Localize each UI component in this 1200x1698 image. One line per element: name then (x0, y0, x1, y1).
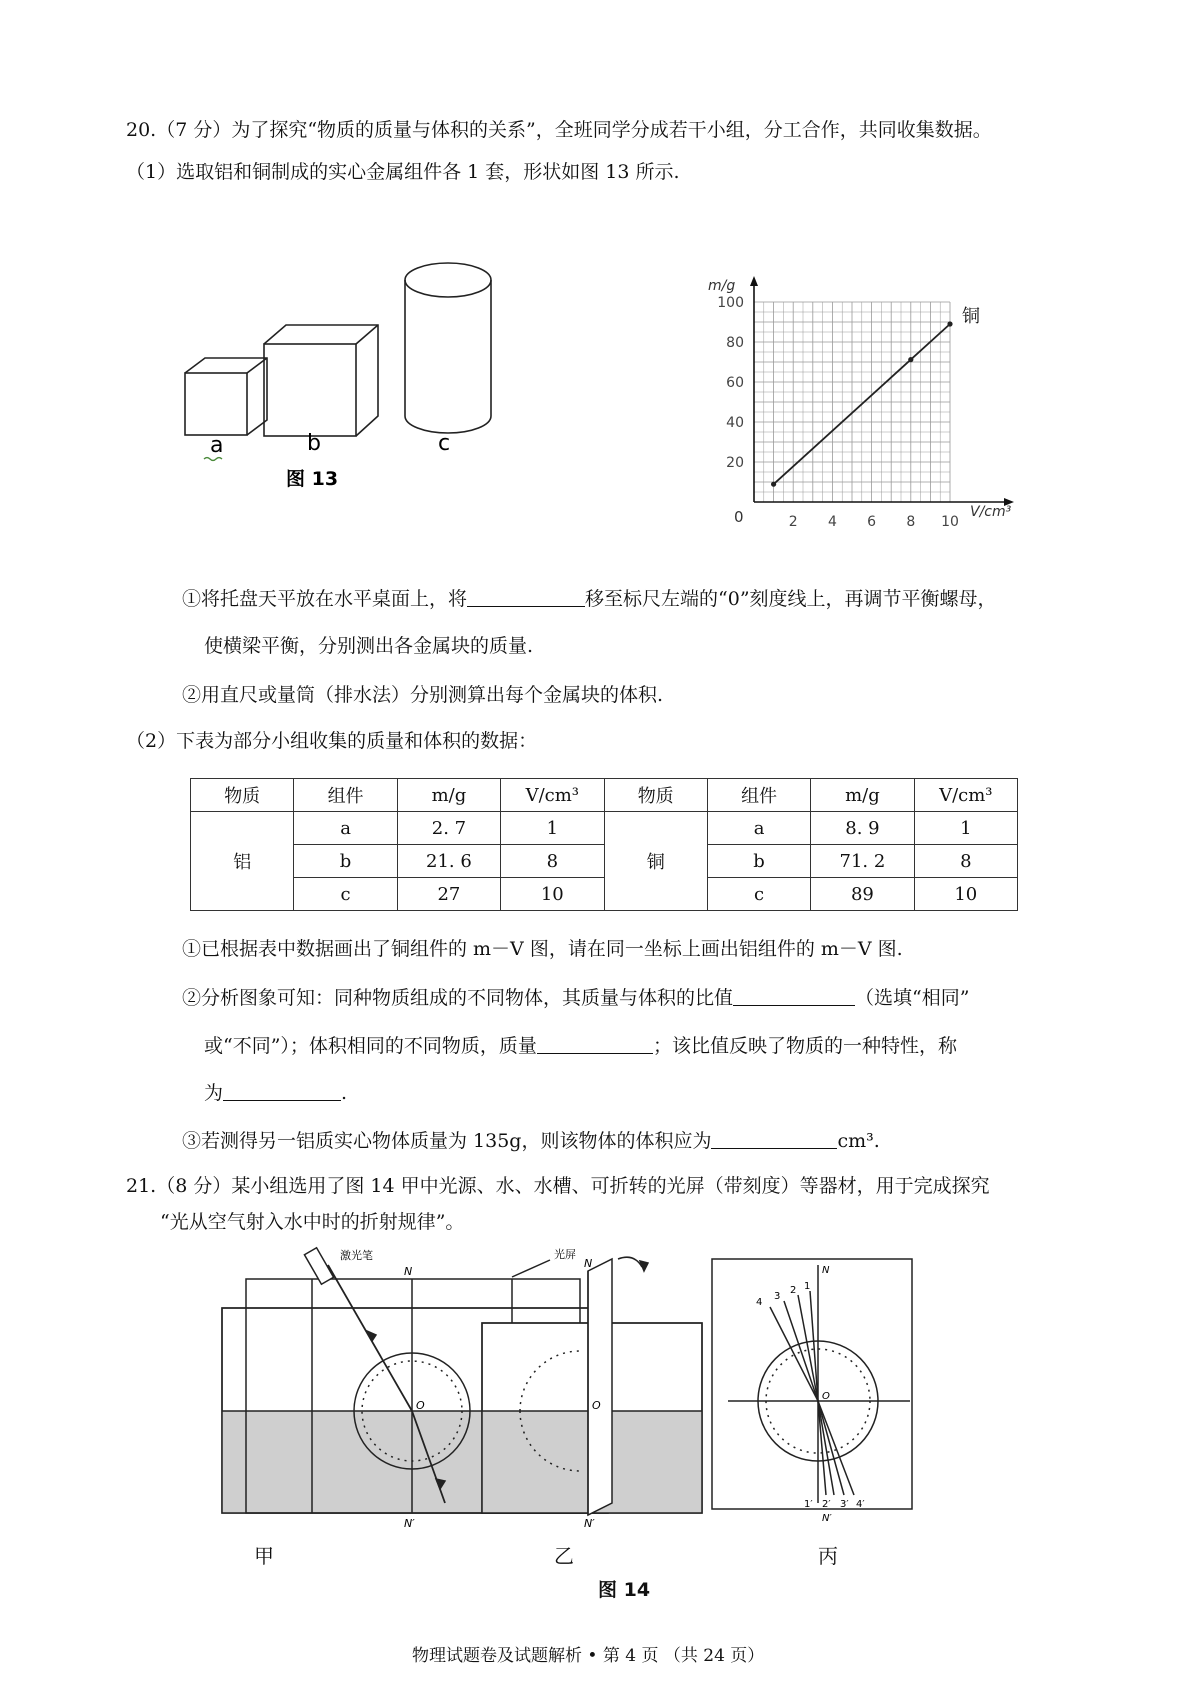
th-mass-2: m/g (811, 779, 914, 812)
x-tick-label: 4 (827, 514, 837, 530)
cylinder-c-top (405, 263, 491, 297)
y-axis-label: m/g (708, 278, 736, 294)
cell: 27 (397, 878, 500, 911)
sub2-line3 (204, 1078, 347, 1107)
cell: a (707, 812, 810, 845)
sub2-text-d: ；该比值反映了物质的一种特性，称 (652, 1035, 957, 1057)
label-N-bing: N (822, 1265, 830, 1276)
x-tick-label: 10 (941, 514, 959, 530)
th-substance-1: 物质 (191, 779, 294, 812)
cell-cu: 铜 (604, 812, 707, 911)
origin-label: 0 (734, 508, 744, 526)
cell: 8. 9 (811, 812, 914, 845)
sub3-text-a: ③若测得另一铝质实心物体质量为 135g，则该物体的体积应为 (182, 1130, 712, 1152)
data-table (190, 778, 1018, 911)
data-point (947, 321, 952, 326)
fig14-bing (712, 1259, 912, 1509)
step1-text-a: ①将托盘天平放在水平桌面上，将 (182, 588, 468, 610)
x-axis-label: V/cm³ (970, 504, 1012, 520)
q21-header-line2: “光从空气射入水中时的折射规律”。 (160, 1211, 465, 1233)
cell: 10 (501, 878, 604, 911)
q21-header-line1: 21.（8 分）某小组选用了图 14 甲中光源、水、水槽、可折转的光屏（带刻度）等器材，用于完成探究 (126, 1175, 990, 1197)
label-c: c (438, 431, 451, 456)
label-a: a (210, 433, 224, 458)
label-O-jia: O (416, 1399, 425, 1412)
sub3-text-b: cm³. (837, 1130, 880, 1152)
x-tick-label: 2 (788, 514, 798, 530)
th-mass-1: m/g (397, 779, 500, 812)
cell: b (707, 845, 810, 878)
label-Np-bing: N′ (822, 1513, 832, 1524)
data-point (771, 482, 776, 487)
x-tick-label: 6 (867, 514, 877, 530)
label-b: b (307, 431, 321, 456)
y-tick-label: 40 (726, 415, 744, 431)
blank-ratio[interactable] (733, 983, 855, 1006)
th-part-1: 组件 (294, 779, 397, 812)
x-tick-label: 8 (906, 514, 916, 530)
th-volume-2: V/cm³ (914, 779, 1017, 812)
sub2-text-e: 为 (204, 1082, 224, 1104)
y-tick-label: 80 (726, 335, 744, 351)
blank-density[interactable] (223, 1078, 341, 1101)
label-O-yi: O (592, 1399, 601, 1412)
label-pen: 激光笔 (340, 1249, 373, 1262)
cell: b (294, 845, 397, 878)
sub2-text-f: . (341, 1082, 348, 1104)
y-axis-arrow (750, 276, 758, 286)
block-a-front (185, 373, 247, 435)
th-volume-1: V/cm³ (501, 779, 604, 812)
ray-4: 4 (756, 1297, 763, 1308)
sub3 (182, 1126, 880, 1155)
sub2-line2 (204, 1031, 957, 1060)
label-screen: 光屏 (554, 1248, 576, 1261)
sub1: ①已根据表中数据画出了铜组件的 m－V 图，请在同一坐标上画出铝组件的 m－V 图. (182, 938, 903, 960)
ray-3: 3 (774, 1291, 781, 1302)
cell: 2. 7 (397, 812, 500, 845)
th-substance-2: 物质 (604, 779, 707, 812)
cell: 71. 2 (811, 845, 914, 878)
cell: 8 (914, 845, 1017, 878)
label-N-yi: N (584, 1257, 593, 1270)
figure-14-caption: 图 14 (598, 1579, 651, 1601)
cell: 21. 6 (397, 845, 500, 878)
y-tick-label: 100 (717, 295, 744, 311)
data-point (908, 357, 913, 362)
fig14-yi (482, 1257, 702, 1515)
sub2-text-a: ②分析图象可知：同种物质组成的不同物体，其质量与体积的比值 (182, 987, 734, 1009)
step1-text-b: 移至标尺左端的“0”刻度线上，再调节平衡螺母， (585, 588, 997, 610)
cell: a (294, 812, 397, 845)
blank-volume[interactable] (711, 1126, 837, 1149)
table-row (191, 812, 1018, 845)
q20-header: 20.（7 分）为了探究“物质的质量与体积的关系”，全班同学分成若干小组，分工合作，共同收集数据。 (126, 119, 992, 141)
caption-yi: 乙 (554, 1544, 574, 1568)
cell: 1 (501, 812, 604, 845)
label-Np-jia: N′ (404, 1517, 415, 1530)
graph-series (771, 306, 980, 487)
cell: 1 (914, 812, 1017, 845)
graph-grid (754, 302, 950, 502)
cell: 89 (811, 878, 914, 911)
step1-line2: 使横梁平衡，分别测出各金属块的质量. (204, 635, 534, 657)
page-footer: 物理试题卷及试题解析 • 第 4 页 （共 24 页） (412, 1646, 765, 1666)
cell: 8 (501, 845, 604, 878)
ray-2p: 2′ (822, 1499, 831, 1510)
blank-mass[interactable] (537, 1031, 653, 1054)
block-b-top-side (264, 325, 378, 436)
cell-al: 铝 (191, 812, 294, 911)
q20-part2: （2）下表为部分小组收集的质量和体积的数据： (126, 730, 538, 752)
figure-13-caption: 图 13 (286, 468, 339, 490)
step2: ②用直尺或量筒（排水法）分别测算出每个金属块的体积. (182, 684, 664, 706)
cell: 10 (914, 878, 1017, 911)
caption-jia: 甲 (254, 1544, 274, 1568)
q20-part1: （1）选取铝和铜制成的实心金属组件各 1 套，形状如图 13 所示. (126, 161, 680, 183)
ray-4p: 4′ (856, 1499, 865, 1510)
label-O-bing: O (822, 1391, 830, 1402)
y-tick-label: 60 (726, 375, 744, 391)
series-label-copper: 铜 (962, 306, 980, 327)
th-part-2: 组件 (707, 779, 810, 812)
table-header-row (191, 779, 1018, 812)
sub2-line1 (182, 983, 969, 1012)
figure-14 (200, 1245, 1060, 1535)
y-tick-label: 20 (726, 455, 744, 471)
ray-3p: 3′ (840, 1499, 849, 1510)
label-N-jia: N (404, 1265, 413, 1278)
ray-1p: 1′ (804, 1499, 813, 1510)
ray-1: 1 (804, 1281, 811, 1292)
step1-line1 (182, 584, 997, 613)
figure-13 (160, 240, 560, 530)
block-a-top-side (185, 358, 267, 435)
sub2-text-b: （选填“相同” (855, 987, 970, 1009)
cell: c (294, 878, 397, 911)
ray-2: 2 (790, 1285, 797, 1296)
caption-bing: 丙 (818, 1544, 838, 1568)
blank-rider[interactable] (467, 584, 585, 607)
sub2-text-c: 或“不同”）；体积相同的不同物质，质量 (204, 1035, 537, 1057)
label-Np-yi: N′ (584, 1517, 595, 1530)
cell: c (707, 878, 810, 911)
block-b-front (264, 344, 356, 436)
mv-graph (680, 240, 1100, 540)
